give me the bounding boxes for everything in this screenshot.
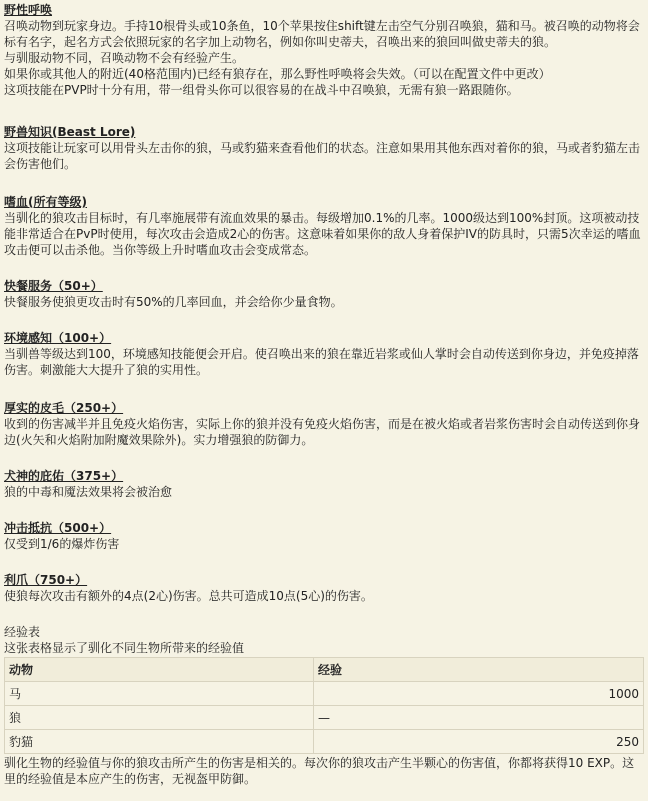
table-row	[5, 730, 644, 754]
column-header-xp: 经验	[314, 658, 644, 682]
section-call-of-wild	[4, 2, 642, 98]
table-row	[5, 682, 644, 706]
section-beast-lore	[4, 124, 642, 172]
section-heading: 野兽知识(Beast Lore)	[4, 125, 136, 139]
experience-footer	[4, 755, 642, 787]
table-row	[5, 706, 644, 730]
section-holy-hound	[4, 468, 642, 500]
animal-cell: 豹猫	[5, 730, 314, 754]
section-paragraph: 这项技能在PVP时十分有用，带一组骨头你可以很容易的在战斗中召唤狼，无需有狼一路跟随你。	[4, 83, 519, 97]
table-header-row	[5, 658, 644, 682]
section-paragraph: 仅受到1/6的爆炸伤害	[4, 537, 120, 551]
experience-section	[4, 624, 642, 656]
experience-table-wrapper	[4, 657, 644, 754]
section-paragraph: 这项技能让玩家可以用骨头左击你的狼，马或豹猫来查看他们的状态。注意如果用其他东西对着你的狼，马或者豹猫左击会伤害他们。	[4, 141, 641, 171]
section-paragraph: 使狼每次攻击有额外的4点(2心)伤害。总共可造成10点(5心)的伤害。	[4, 589, 373, 603]
section-heading: 快餐服务（50+）	[4, 279, 103, 293]
experience-footer-text: 驯化生物的经验值与你的狼攻击所产生的伤害是相关的。每次你的狼攻击产生半颗心的伤害值，你都将获得10 EXP。这里的经验值是本应产生的伤害，无视盔甲防御。	[4, 756, 635, 786]
section-shock-proof	[4, 520, 642, 552]
section-heading: 冲击抵抗（500+）	[4, 521, 112, 535]
experience-table	[4, 657, 644, 754]
section-paragraph: 与驯服动物不同，召唤动物不会有经验产生。	[4, 51, 245, 65]
section-paragraph: 收到的伤害减半并且免疫火焰伤害，实际上你的狼并没有免疫火焰伤害，而是在被火焰或者岩浆伤害时会自动传送到你身边(火矢和火焰附加附魔效果除外)。实力增强狼的防御力。	[4, 417, 641, 447]
section-heading: 利爪（750+）	[4, 573, 88, 587]
section-paragraph: 召唤动物到玩家身边。手持10根骨头或10条鱼，10个苹果按住shift键左击空气分别召唤狼，猫和马。被召唤的动物将会标有名字，起名方式会依照玩家的名字加上动物名，例如你叫史蒂夫，召唤出来的狼回叫做史蒂夫的狼。	[4, 19, 640, 49]
section-heading: 犬神的庇佑（375+）	[4, 469, 124, 483]
section-paragraph: 当驯化的狼攻击目标时，有几率施展带有流血效果的暴击。每级增加0.1%的几率。1000级达到100%封顶。这项被动技能非常适合在PvP时使用，每次攻击会造成2心的伤害。这意味着如果你的敌人身着保护IV的防具时，只需5次幸运的嗜血攻击便可以击杀他。当你等级上升时嗜血攻击会变成常态。	[4, 211, 641, 257]
section-heading: 嗜血(所有等级)	[4, 195, 87, 209]
section-fast-food	[4, 278, 642, 310]
xp-cell: 1000	[314, 682, 644, 706]
experience-intro: 这张表格显示了驯化不同生物所带来的经验值	[4, 641, 245, 655]
column-header-animal: 动物	[5, 658, 314, 682]
section-environment-aware	[4, 330, 642, 378]
section-paragraph: 狼的中毒和魇法效果将会被治愈	[4, 485, 173, 499]
animal-cell: 马	[5, 682, 314, 706]
xp-cell: 250	[314, 730, 644, 754]
section-heading: 野性呼唤	[4, 3, 53, 17]
animal-cell: 狼	[5, 706, 314, 730]
section-sharpened-claws	[4, 572, 642, 604]
section-thick-fur	[4, 400, 642, 448]
section-paragraph: 如果你或其他人的附近(40格范围内)已经有狼存在，那么野性呼唤将会失效。（可以在配置文件中更改）	[4, 67, 551, 81]
section-gore	[4, 194, 642, 258]
section-paragraph: 当驯兽等级达到100，环境感知技能便会开启。使召唤出来的狼在靠近岩浆或仙人掌时会自动传送到你身边，并免疫掉落伤害。刺激能大大提升了狼的实用性。	[4, 347, 639, 377]
section-heading: 厚实的皮毛（250+）	[4, 401, 124, 415]
section-paragraph: 快餐服务使狼更攻击时有50%的几率回血，并会给你少量食物。	[4, 295, 343, 309]
section-heading: 环境感知（100+）	[4, 331, 112, 345]
experience-title: 经验表	[4, 625, 41, 639]
xp-cell: —	[314, 706, 644, 730]
